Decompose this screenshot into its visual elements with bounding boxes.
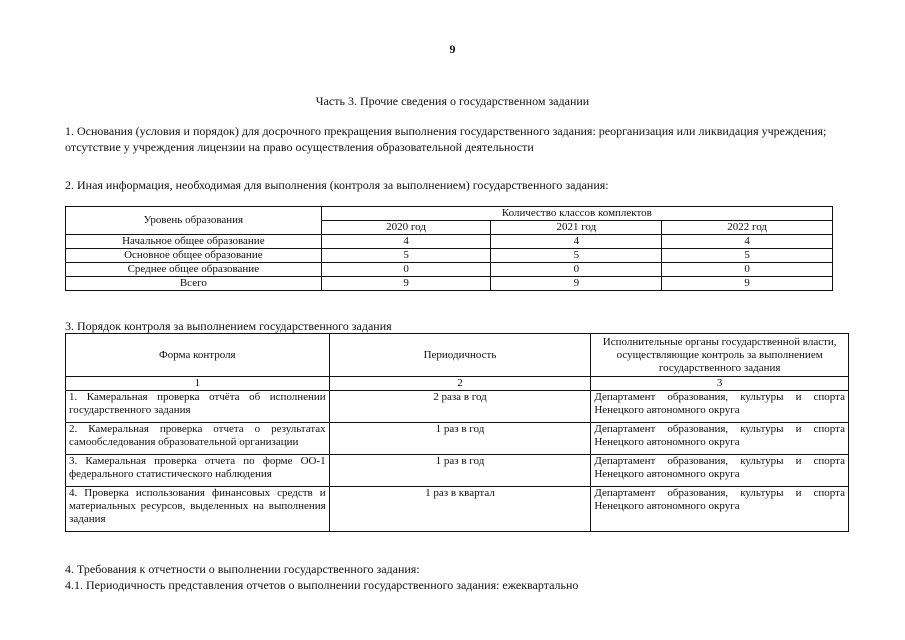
page-number: 9 bbox=[449, 42, 456, 56]
value-cell: 9 bbox=[491, 277, 662, 291]
header-control-form: Форма контроля bbox=[66, 334, 330, 377]
value-cell: 4 bbox=[662, 235, 833, 249]
control-form-cell: 1. Камеральная проверка отчёта об исполнении государственного задания bbox=[66, 391, 330, 423]
table-header-row bbox=[66, 207, 833, 221]
section-4-title: 4. Требования к отчетности о выполнении государственного задания: bbox=[65, 562, 420, 576]
value-cell: 5 bbox=[321, 249, 491, 263]
education-level-table bbox=[65, 206, 833, 291]
value-cell: 5 bbox=[662, 249, 833, 263]
table-row bbox=[66, 423, 849, 455]
column-number: 2 bbox=[329, 377, 591, 391]
header-control-bodies: Исполнительные органы государственной власти, осуществляющие контроль за выполнением государственного задания bbox=[591, 334, 849, 377]
year-cell: 2021 год bbox=[491, 221, 662, 235]
column-number: 3 bbox=[591, 377, 849, 391]
periodicity-cell: 1 раз в год bbox=[329, 455, 591, 487]
header-periodicity: Периодичность bbox=[329, 334, 591, 377]
table-row bbox=[66, 263, 833, 277]
periodicity-cell: 2 раза в год bbox=[329, 391, 591, 423]
value-cell: 5 bbox=[491, 249, 662, 263]
table-row bbox=[66, 455, 849, 487]
periodicity-cell: 1 раз в квартал bbox=[329, 487, 591, 532]
control-procedure-table bbox=[65, 333, 849, 532]
level-cell: Среднее общее образование bbox=[66, 263, 322, 277]
value-cell: 0 bbox=[662, 263, 833, 277]
control-body-cell: Департамент образования, культуры и спорта Ненецкого автономного округа bbox=[591, 423, 849, 455]
level-cell: Начальное общее образование bbox=[66, 235, 322, 249]
control-form-cell: 3. Камеральная проверка отчета по форме ОО-1 федерального статистического наблюдения bbox=[66, 455, 330, 487]
value-cell: 0 bbox=[491, 263, 662, 277]
year-cell: 2020 год bbox=[321, 221, 491, 235]
periodicity-cell: 1 раз в год bbox=[329, 423, 591, 455]
table-row bbox=[66, 391, 849, 423]
value-cell: 4 bbox=[491, 235, 662, 249]
table-row bbox=[66, 487, 849, 532]
control-body-cell: Департамент образования, культуры и спорта Ненецкого автономного округа bbox=[591, 391, 849, 423]
level-cell: Основное общее образование bbox=[66, 249, 322, 263]
table-header-row bbox=[66, 334, 849, 377]
level-cell: Всего bbox=[66, 277, 322, 291]
table-row bbox=[66, 249, 833, 263]
control-body-cell: Департамент образования, культуры и спорта Ненецкого автономного округа bbox=[591, 487, 849, 532]
header-class-count: Количество классов комплектов bbox=[321, 207, 832, 221]
value-cell: 9 bbox=[321, 277, 491, 291]
header-education-level: Уровень образования bbox=[66, 207, 322, 235]
section-3-title: 3. Порядок контроля за выполнением государственного задания bbox=[65, 319, 392, 333]
value-cell: 0 bbox=[321, 263, 491, 277]
part-title: Часть 3. Прочие сведения о государственном задании bbox=[315, 94, 590, 108]
section-4-1-text: 4.1. Периодичность представления отчетов о выполнении государственного задания: ежеквартально bbox=[65, 578, 579, 592]
table-row-total bbox=[66, 277, 833, 291]
year-cell: 2022 год bbox=[662, 221, 833, 235]
value-cell: 9 bbox=[662, 277, 833, 291]
control-form-cell: 2. Камеральная проверка отчета о результатах самообследования образовательной организации bbox=[66, 423, 330, 455]
value-cell: 4 bbox=[321, 235, 491, 249]
section-1-text: 1. Основания (условия и порядок) для досрочного прекращения выполнения государственного задания: реорганизация или ликвидация учреждения; отсутствие у учреждения лицензии на право осуществления образовательной деятельности bbox=[65, 124, 827, 154]
column-number: 1 bbox=[66, 377, 330, 391]
control-body-cell: Департамент образования, культуры и спорта Ненецкого автономного округа bbox=[591, 455, 849, 487]
table-number-row bbox=[66, 377, 849, 391]
section-2-text: 2. Иная информация, необходимая для выполнения (контроля за выполнением) государственного задания: bbox=[65, 178, 609, 192]
control-form-cell: 4. Проверка использования финансовых средств и материальных ресурсов, выделенных на выполнения задания bbox=[66, 487, 330, 532]
table-row bbox=[66, 235, 833, 249]
